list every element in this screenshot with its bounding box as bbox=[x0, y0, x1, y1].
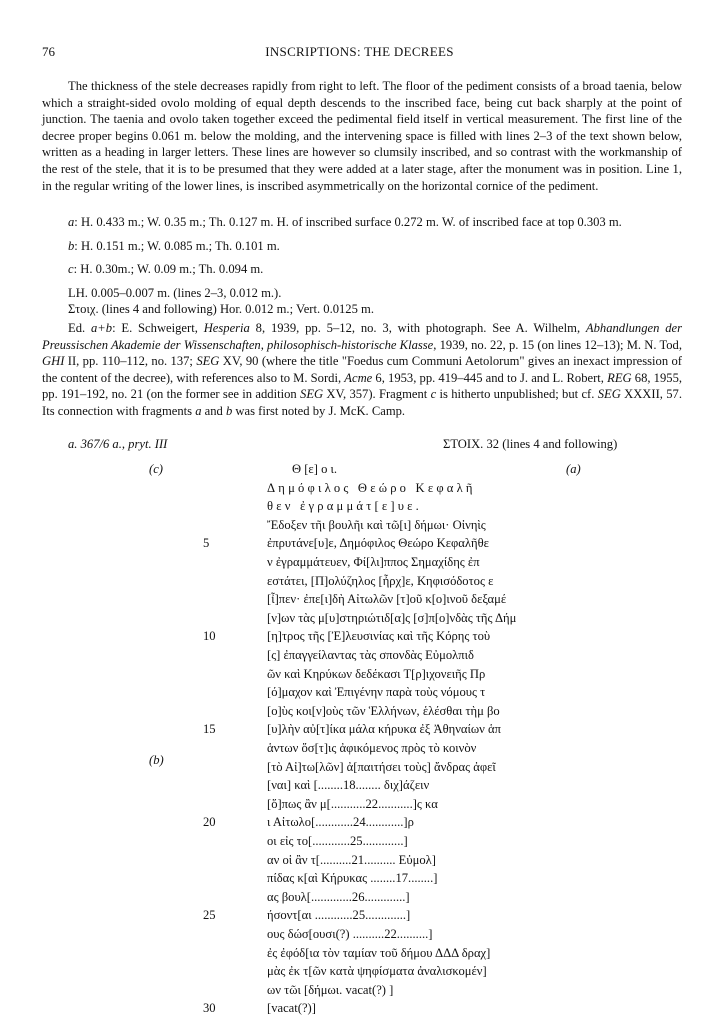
inscription-line: ας βουλ[.............26.............] bbox=[267, 889, 410, 904]
inscription-line: αν οἱ ἂν τ[..........21.......... Εὐμολ] bbox=[267, 852, 436, 867]
inscription-line: πίδας κ[αὶ Κήρυκας ........17........] bbox=[267, 871, 438, 886]
fragment-a-label: (a) bbox=[566, 462, 581, 476]
line-number: 25 bbox=[203, 908, 216, 923]
decree-date: a. 367/6 a., pryt. III bbox=[68, 437, 168, 451]
inscription-line: [ἶ]πεν· ἐπε[ι]δὴ Αἰτωλῶν [τ]οῦ κ[ο]ινοῦ δεξαμέ bbox=[267, 592, 507, 607]
inscription-line: ι Αἰτωλο[............24............]ρ bbox=[267, 815, 414, 830]
line-number: 30 bbox=[203, 1001, 216, 1016]
inscription-line: οι εἰς το[............25.............] bbox=[267, 834, 408, 848]
line-number: 5 bbox=[203, 536, 210, 551]
line-number: 10 bbox=[203, 629, 216, 644]
inscription-line: Δημόφιλος Θεώρο Κεφαλῆ bbox=[267, 480, 476, 495]
stoich-spec: Στοιχ. (lines 4 and following) Hor. 0.012 m.; Vert. 0.0125 m. bbox=[68, 302, 374, 317]
inscription-line: ων τῶι [δήμωι. vacat(?) ] bbox=[267, 982, 394, 997]
inscription-line: [υ]λὴν αὐ[τ]ίκα μάλα κήρυκα ἐξ Ἀθηναίων ἁπ bbox=[267, 722, 501, 737]
bibliography: Ed. a+b: E. Schweigert, Hesperia 8, 1939, pp. 5–12, no. 3, with photograph. See A. Wilhelm, Abhandlungen der Preussischen Akademie der Wissenschaften, philosophisch-historische Klasse, 1939, no. 22, p. 15 (on lines 12–13); M. N. Tod, GHI II, pp. 110–112, no. 137; SEG XV, 90 (where the title "Foedus cum Communi Aetolorum" gives an inexact impression of the content of the decree), with references also to M. Sordi, Acme 6, 1953, pp. 419–445 and to J. and L. Robert, REG 68, 1955, pp. 191–192, no. 21 (on the former see in addition SEG XV, 357). Fragment c is hitherto unpublished; but cf. SEG XXXII, 57. Its connection with fragments a and b was first noted by J. McK. Camp. bbox=[42, 321, 683, 418]
measurement-c: c: H. 0.30m.; W. 0.09 m.; Th. 0.094 m. bbox=[68, 262, 264, 277]
inscription-line: [τὸ Αἰ]τω[λῶν] ἀ[παιτήσει τοὺς] ἄνδρας ἀφεῖ bbox=[267, 759, 496, 774]
measurement-b: b: H. 0.151 m.; W. 0.085 m.; Th. 0.101 m. bbox=[68, 238, 280, 253]
letter-height: LH. 0.005–0.007 m. (lines 2–3, 0.012 m.). bbox=[68, 285, 282, 300]
inscription-line: ἁντων ὅσ[τ]ις ἀφικόμενος πρὸς τὸ κοινὸν bbox=[267, 741, 477, 755]
measurements bbox=[68, 214, 683, 318]
inscription-line: ἐπρυτάνε[υ]ε, Δημόφιλος Θεώρο Κεφαλῆθε bbox=[267, 536, 489, 551]
inscription-line: θεν ἐγραμμάτ[ε]υε. bbox=[267, 499, 423, 514]
inscription-line: ῶν καὶ Κηρύκων δεδέκασι Τ[ρ]ιχονειῆς Πρ bbox=[267, 666, 486, 681]
inscription-line: ν ἐγραμμάτευεν, Φί[λι]ππος Σημαχίδης ἐπ bbox=[267, 555, 480, 569]
inscription-line: μὰς ἐκ τ[ῶν κατὰ ψηφίσματα ἀναλισκομέν] bbox=[267, 964, 487, 979]
page-header bbox=[42, 44, 677, 64]
inscription-line: [vacat(?)] bbox=[267, 1001, 316, 1016]
inscription-line: [ό]μαχον καὶ Ἐπιγένην παρὰ τοὺς νόμους τ bbox=[267, 685, 486, 700]
line-number: 20 bbox=[203, 815, 216, 830]
inscription-line: [ν]ων τὰς μ[υ]στηριώτιδ[α]ς [σ]π[ο]νδὰς τῆς Δήμ bbox=[267, 610, 517, 625]
page-number: 76 bbox=[42, 44, 55, 59]
inscription-line: Θ [ε] ο ι. bbox=[292, 462, 338, 476]
running-head: INSCRIPTIONS: THE DECREES bbox=[265, 44, 454, 59]
inscription-line: [ς] ἐπαγγείλαντας τὰς σπονδὰς Εὐμολπιδ bbox=[267, 648, 474, 662]
inscription-line: [ναι] καὶ [........18........ διχ]άζειν bbox=[267, 778, 430, 793]
inscription-line: Ἔδοξεν τῆι βουλῆι καὶ τῶ[ι] δήμωι· Οἰνηὶς bbox=[267, 517, 486, 532]
inscription-line: [η]τρος τῆς [Ἐ]λευσινίας καὶ τῆς Κόρης τοὺ bbox=[267, 629, 491, 644]
inscription-line: [ὅ]πως ἂν μ[...........22...........]ς κα bbox=[267, 796, 438, 811]
inscription-line: εστάτει, [Π]ολύζηλος [ἦρχ]ε, Κηφισόδοτος ε bbox=[267, 573, 494, 588]
measurement-a: a: H. 0.433 m.; W. 0.35 m.; Th. 0.127 m. H. of inscribed surface 0.272 m. W. of inscribed face at top 0.303 m. bbox=[68, 215, 622, 229]
inscription-line: ήσοντ[αι ............25.............] bbox=[267, 908, 411, 923]
stoich-count: ΣΤΟΙΧ. 32 (lines 4 and following) bbox=[443, 437, 618, 451]
fragment-c-label: (c) bbox=[149, 462, 163, 476]
fragment-b-label: (b) bbox=[149, 753, 164, 767]
line-number: 15 bbox=[203, 722, 216, 737]
inscription-line: ἐς ἐφόδ[ια τὸν ταμίαν τοῦ δήμου ΔΔΔ δραχ] bbox=[267, 945, 491, 960]
intro-paragraph: The thickness of the stele decreases rapidly from right to left. The floor of the pediment consists of a broad taenia, below which a straight-sided ovolo molding of equal depth descends to the inscribed face, being cut back sharply at the point of junction. The taenia and ovolo taken together exceed the pedimental field itself in vertical measurement. The first line of the decree proper begins 0.061 m. below the molding, and the intervening space is filled with lines 2–3 of the text shown below, written as a heading in larger letters. These lines are however so clumsily inscribed, and so contrast with the workmanship of the rest of the stele, that it is to be presumed that they were added at a later stage, after the monument was in position. Line 1, in the regular writing of the lower lines, is inscribed asymmetrically on the horizontal cornice of the pediment. bbox=[42, 79, 682, 193]
inscription-line: [ο]ὺς κοι[ν]οὺς τῶν Ἑλλήνων, ἑλέσθαι τὴμ βο bbox=[267, 703, 500, 718]
inscription-line: ους δώσ[ουσι(?) ..........22..........] bbox=[267, 927, 433, 941]
